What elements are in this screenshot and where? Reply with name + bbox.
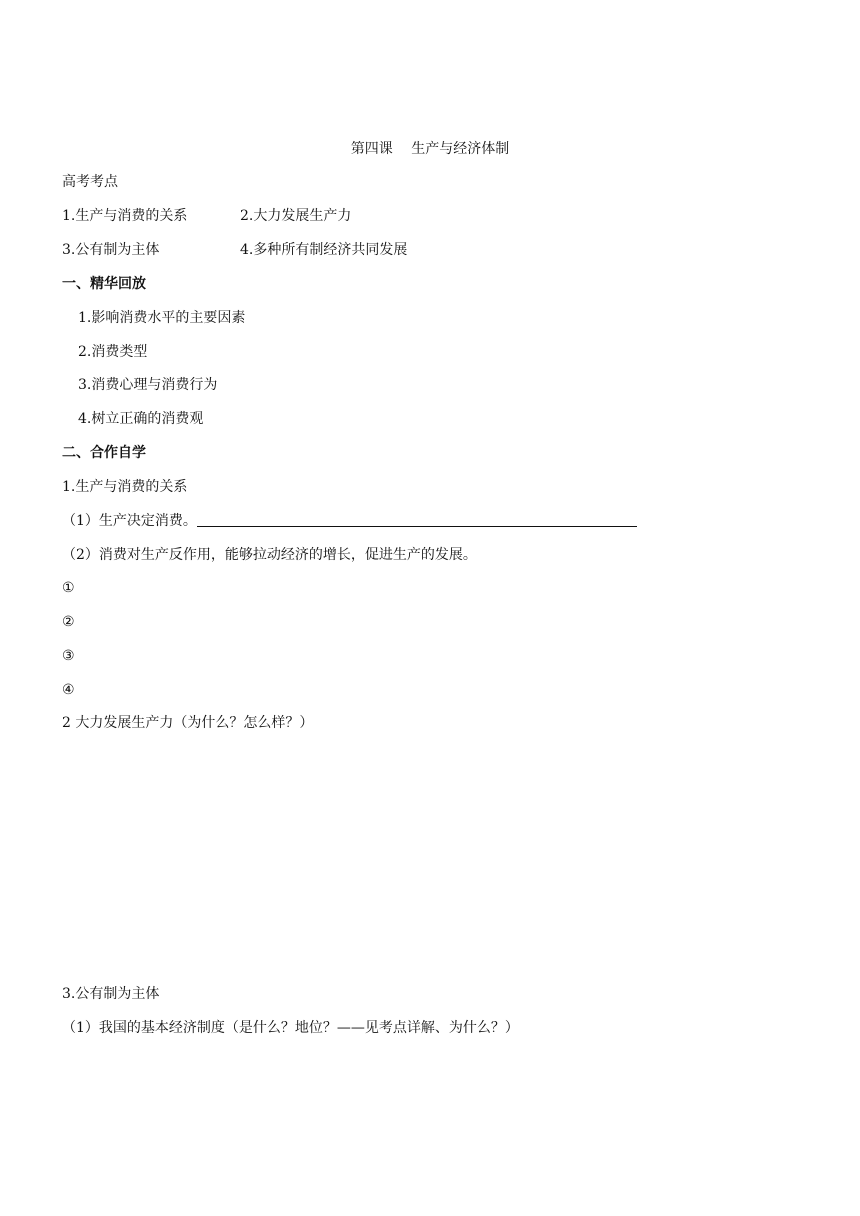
review-item: 2.消费类型 xyxy=(78,344,148,360)
exam-points-heading: 高考考点 xyxy=(62,174,118,190)
review-item: 4.树立正确的消费观 xyxy=(78,411,204,427)
sub-question: （2）消费对生产反作用，能够拉动经济的增长，促进生产的发展。 xyxy=(62,547,477,563)
section-heading-review: 一、精华回放 xyxy=(62,276,146,292)
exam-point-item: 2.大力发展生产力 xyxy=(240,208,352,224)
sub-question xyxy=(62,511,637,531)
circled-number: ④ xyxy=(62,682,75,698)
sub-question-text: （1）生产决定消费。 xyxy=(62,513,197,529)
page-title: 第四课 生产与经济体制 xyxy=(350,141,510,157)
review-item: 1.影响消费水平的主要因素 xyxy=(78,310,246,326)
circled-number: ③ xyxy=(62,648,75,664)
question-title: 1.生产与消费的关系 xyxy=(62,479,188,495)
answer-blank-line xyxy=(197,512,637,527)
question-title: 3.公有制为主体 xyxy=(62,986,160,1002)
exam-point-item: 3.公有制为主体 xyxy=(62,242,160,258)
circled-number: ① xyxy=(62,580,75,596)
exam-point-item: 4.多种所有制经济共同发展 xyxy=(240,242,408,258)
review-item: 3.消费心理与消费行为 xyxy=(78,377,218,393)
sub-question: （1）我国的基本经济制度（是什么？地位？——见考点详解、为什么？） xyxy=(62,1020,519,1036)
question-title: 2 大力发展生产力（为什么？怎么样？） xyxy=(62,715,314,731)
exam-point-item: 1.生产与消费的关系 xyxy=(62,208,188,224)
circled-number: ② xyxy=(62,614,75,630)
section-heading-self-study: 二、合作自学 xyxy=(62,445,146,461)
